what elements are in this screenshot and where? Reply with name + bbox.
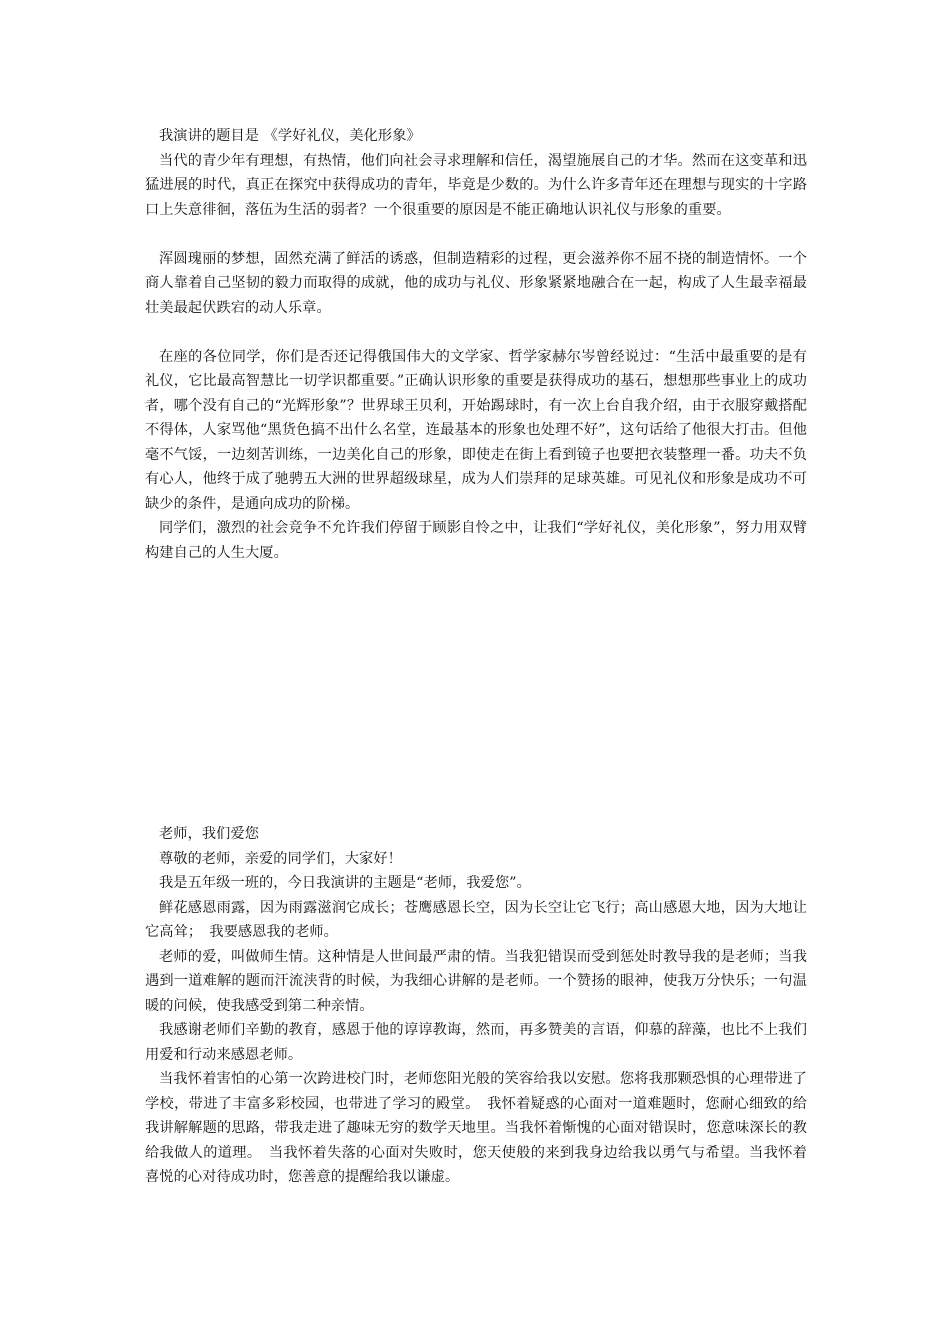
paragraph: 鲜花感恩雨露，因为雨露滋润它成长；苍鹰感恩长空，因为长空让它飞行；高山感恩大地，因为大地让它高耸； 我要感恩我的老师。 — [145, 899, 807, 940]
speech-title-line: 老师，我们爱您 — [159, 826, 260, 842]
paragraph: 我感谢老师们辛勤的教育，感恩于他的谆谆教诲，然而，再多赞美的言语，仰慕的辞藻，也比不上我们用爱和行动来感恩老师。 — [145, 1022, 807, 1063]
paragraph: 当我怀着害怕的心第一次跨进校门时，老师您阳光般的笑容给我以安慰。您将我那颗恐惧的心理带进了学校，带进了丰富多彩校园，也带进了学习的殿堂。 我怀着疑惑的心面对一道难题时，您耐心细致的给我讲解解题的思路，带我走进了趣味无穷的数学天地里。当我怀着惭愧的心面对错误时，您意味深长的教给我做人的道理。 当我怀着失落的心面对失败时，您天使般的来到我身边给我以勇气与希望。当我怀着喜悦的心对待成功时，您善意的提醒给我以谦虚。 — [145, 1071, 807, 1185]
paragraph-gap — [145, 222, 807, 247]
paragraph: 在座的各位同学，你们是否还记得俄国伟大的文学家、哲学家赫尔岑曾经说过：“生活中最重要的是有礼仪，它比最高智慧比一切学识都重要。”正确认识形象的重要是获得成功的基石，想想那些事业上的成功者，哪个没有自己的“光辉形象”？世界球王贝利，开始踢球时，有一次上台自我介绍，由于衣服穿戴搭配不得体，人家骂他“黑货色搞不出什么名堂，连最基本的形象也处理不好”，这句话给了他很大打击。但他毫不气馁，一边刻苦训练，一边美化自己的形象，即使走在街上看到镜子也要把衣装整理一番。功夫不负有心人，他终于成了驰骋五大洲的世界超级球星，成为人们崇拜的足球英雄。可见礼仪和形象是成功不可缺少的条件，是通向成功的阶梯。 — [145, 348, 807, 512]
speech-title-line: 我演讲的题目是 《学好礼仪，美化形象》 — [159, 128, 421, 144]
speech-teacher — [145, 822, 807, 1190]
paragraph: 同学们，激烈的社会竞争不允许我们停留于顾影自怜之中，让我们“学好礼仪，美化形象”，努力用双臂构建自己的人生大厦。 — [145, 520, 807, 561]
speech-etiquette — [145, 124, 807, 565]
paragraph: 老师的爱，叫做师生情。这种情是人世间最严肃的情。当我犯错误而受到惩处时教导我的是老师；当我遇到一道难解的题而汗流浃背的时候，为我细心讲解的是老师。一个赞扬的眼神，使我万分快乐；一句温暖的问候，使我感受到第二种亲情。 — [145, 948, 807, 1014]
paragraph-gap — [145, 320, 807, 345]
paragraph: 当代的青少年有理想，有热情，他们向社会寻求理解和信任，渴望施展自己的才华。然而在这变革和迅猛进展的时代，真正在探究中获得成功的青年，毕竟是少数的。为什么许多青年还在理想与现实的十字路口上失意徘徊，落伍为生活的弱者？一个很重要的原因是不能正确地认识礼仪与形象的重要。 — [145, 152, 807, 218]
paragraph: 尊敬的老师，亲爱的同学们，大家好！ — [159, 850, 402, 867]
paragraph: 浑圆瑰丽的梦想，固然充满了鲜活的诱惑，但制造精彩的过程，更会滋养你不屈不挠的制造情怀。一个商人靠着自己坚韧的毅力而取得的成就，他的成功与礼仪、形象紧紧地融合在一起，构成了人生最幸福最壮美最起伏跌宕的动人乐章。 — [145, 250, 807, 316]
paragraph: 我是五年级一班的，今日我演讲的主题是“老师，我爱您”。 — [159, 875, 531, 891]
